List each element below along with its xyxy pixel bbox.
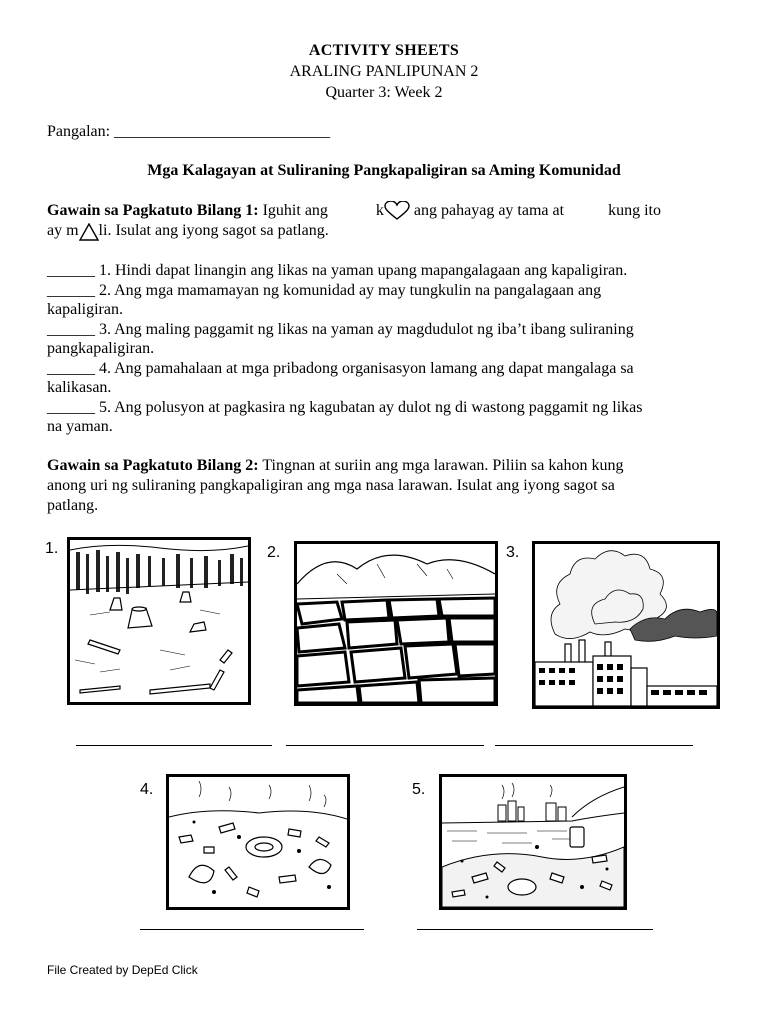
activity1-instr-e: ay m bbox=[47, 222, 79, 240]
item-4[interactable]: ______ 4. Ang pamahalaan at mga pribadong organisasyon lamang ang dapat mangalaga sa bbox=[47, 359, 634, 377]
answer-line-3[interactable] bbox=[495, 745, 693, 746]
picture-4-number: 4. bbox=[140, 781, 154, 798]
sheet-title: ACTIVITY SHEETS bbox=[308, 42, 460, 59]
answer-line-1[interactable] bbox=[76, 745, 272, 746]
item-2-cont: kapaligiran. bbox=[47, 301, 123, 318]
item-5[interactable]: ______ 5. Ang polusyon at pagkasira ng kagubatan ay dulot ng di wastong paggamit ng likas bbox=[47, 398, 643, 416]
factory-air-pollution-picture bbox=[532, 541, 720, 709]
answer-line-4[interactable] bbox=[140, 929, 364, 930]
picture-3-number: 3. bbox=[506, 544, 520, 561]
item-5-cont: na yaman. bbox=[47, 418, 113, 435]
topic-heading: Mga Kalagayan at Suliraning Pangkapaligiran sa Aming Komunidad bbox=[147, 162, 621, 179]
activity2-title: Gawain sa Pagkatuto Bilang 2: bbox=[47, 457, 259, 474]
picture-5-number: 5. bbox=[412, 781, 426, 798]
item-3[interactable]: ______ 3. Ang maling paggamit ng likas na yaman ay magdudulot ng iba’t ibang suliraning bbox=[47, 320, 634, 338]
activity1-instr-a: Iguhit ang bbox=[262, 202, 328, 219]
activity1-instr-d: kung ito bbox=[608, 202, 661, 219]
sheet-subject: ARALING PANLIPUNAN 2 bbox=[289, 63, 479, 80]
activity1-instr-c: ang pahayag ay tama at bbox=[413, 202, 565, 219]
picture-1-number: 1. bbox=[45, 540, 59, 557]
garbage-land-pollution-picture bbox=[166, 774, 350, 910]
item-2[interactable]: ______ 2. Ang mga mamamayan ng komunidad ay may tungkulin na pangalagaan ang bbox=[47, 281, 602, 299]
item-3-cont: pangkapaligiran. bbox=[47, 340, 155, 357]
drought-cracked-land-picture bbox=[294, 541, 498, 706]
activity1-instructions bbox=[47, 201, 717, 241]
sheet-quarter: Quarter 3: Week 2 bbox=[325, 84, 443, 101]
water-pollution-picture bbox=[439, 774, 627, 910]
item-4-cont: kalikasan. bbox=[47, 379, 112, 396]
footer-credit: File Created by DepEd Click bbox=[47, 963, 198, 977]
triangle-icon bbox=[79, 223, 99, 241]
activity1-instr-b: k bbox=[375, 202, 384, 219]
name-field[interactable]: Pangalan: ___________________________ bbox=[47, 123, 331, 140]
activity2-instr-1: Tingnan at suriin ang mga larawan. Piliin sa kahon kung bbox=[262, 457, 624, 474]
picture-2-number: 2. bbox=[267, 544, 281, 561]
answer-line-5[interactable] bbox=[417, 929, 653, 930]
activity1-items bbox=[47, 261, 717, 437]
item-1[interactable]: ______ 1. Hindi dapat linangin ang likas na yaman upang mapangalagaan ang kapaligiran. bbox=[47, 262, 628, 279]
answer-line-2[interactable] bbox=[286, 745, 484, 746]
activity1-title: Gawain sa Pagkatuto Bilang 1: bbox=[47, 202, 259, 219]
activity1-instr-f: li. Isulat ang iyong sagot sa patlang. bbox=[98, 222, 329, 240]
activity2-instructions bbox=[47, 456, 717, 516]
heart-icon bbox=[384, 201, 410, 221]
activity2-instr-2: anong uri ng suliraning pangkapaligiran ang mga nasa larawan. Isulat ang iyong sagot sa bbox=[47, 477, 615, 494]
activity2-instr-3: patlang. bbox=[47, 497, 99, 514]
deforestation-picture bbox=[67, 537, 251, 705]
